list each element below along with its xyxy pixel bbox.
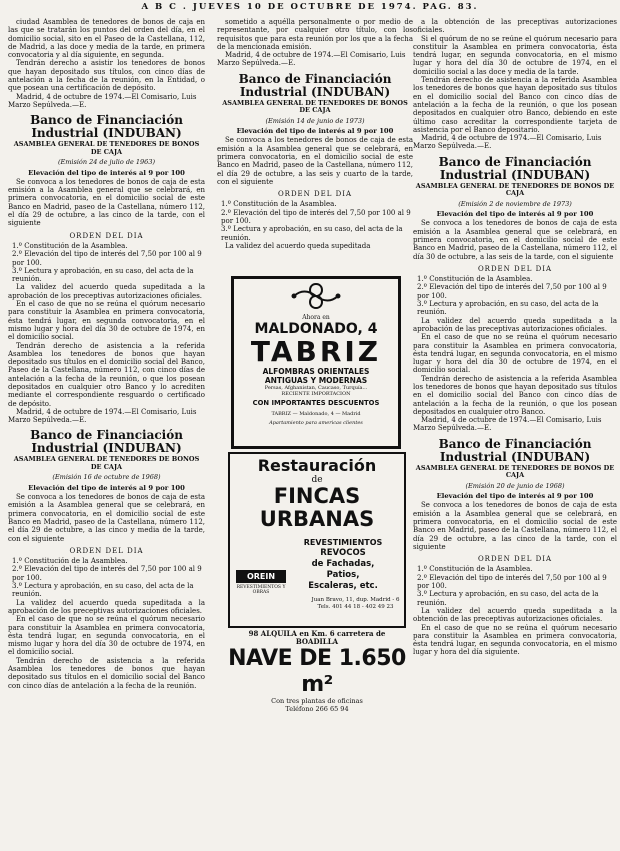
emission-date: (Emisión 24 de julio de 1963) <box>57 158 155 167</box>
ad-title: URBANAS <box>259 507 375 531</box>
notice-text: Tendrán derecho de asistencia a la referida Asamblea los tenedores de bonos que hayan depositado sus títulos en el domicilio social del Banco con cinco días de antelación a la fecha de la reunión. <box>8 656 205 690</box>
interest-heading: Elevación del tipo de interés al 9 por 100 <box>236 127 394 136</box>
ad-address-line: Juan Bravo, 11, dup. Madrid - 6 <box>311 597 400 603</box>
notice-text: ciudad Asamblea de tenedores de bonos de caja en las que se tratarán los puntos del orden del día, en el domicilio social, sito en el Paseo de la Castellana, 112, de Madrid, a las doce y media de la tarde, en primera convocatoria y al día siguiente, en segunda. <box>8 18 205 60</box>
agenda-heading: ORDEN DEL DIA <box>69 546 144 555</box>
signature: Madrid, 4 de octubre de 1974.—El Comisario, Luis Marzo Sepúlveda.—E. <box>413 416 602 433</box>
agenda-item: 1.º Constitución de la Asamblea. <box>12 557 128 566</box>
ad-phone: Teléfono 266 65 94 <box>285 704 349 713</box>
agenda-item: 3.º Lectura y aprobación, en su caso, del acta de la reunión. <box>221 225 403 242</box>
notice-text: En el caso de que no se reúna el quórum necesario para constituir la Asamblea en primera convocatoria, ésta tendrá lugar, en segunda convocatoria, en el mismo lugar y hora del día 30 de octubre de 1974, en el domicilio social. <box>413 333 617 375</box>
ad-text: Escaleras, etc. <box>308 581 378 591</box>
notice-text: sometido a aquélla personalmente o por medio de representante, por cualquier otro título, con los requisitos que para esta reunión por los que a la fecha de la mencionada emisión. <box>217 18 413 51</box>
ad-text: Patios, <box>326 570 360 580</box>
notice-text: Si el quórum de no se reúne el quórum necesario para constituir la Asamblea en primera convocatoria, ésta tendrá lugar, en segunda convocatoria, en el mismo lugar y hora del día 30 de octubre de 1974, en el domicilio social a las doce y media de la tarde. <box>413 34 617 76</box>
ad-text: Ahora en <box>302 314 330 321</box>
signature: Madrid, 4 de octubre de 1974.—El Comisario, Luis Marzo Sepúlveda.—E. <box>413 134 602 151</box>
notice-text: Tendrán derecho de asistencia a la referida Asamblea los tenedores de bonos que hayan depositado sus títulos en el domicilio social del Banco, Paseo de la Castellana, número 112, con cinco días de antelación a la fecha de la reunión, o que los posean depositados en cualquier otro Banco y lo acrediten mediante el correspondiente resguardo o certificado de depósito. <box>8 341 205 408</box>
ad-text: ANTIGUAS Y MODERNAS <box>264 376 368 385</box>
ad-text: Apartamiento para americas clientes <box>269 420 363 426</box>
notice-text: En el caso de que no se reúna el quórum necesario para constituir la Asamblea en primera convocatoria, ésta tendrá lugar, en segunda convocatoria, en el mismo lugar y hora del día 30 de octubre de 1974, en el domicilio social. <box>8 300 205 342</box>
interest-heading: Elevación del tipo de interés al 9 por 100 <box>28 483 185 492</box>
notice-text: La validez del acuerdo queda supeditada <box>225 241 371 250</box>
ad-text: de Fachadas, <box>311 559 375 569</box>
ad-title: FINCAS <box>273 484 361 508</box>
logo-text: OREIN <box>236 570 286 583</box>
notice-text: Se convoca a los tenedores de bonos de caja de esta emisión a la Asamblea general que se celebrará, en primera convocatoria, en el domicilio social de este Banco en Madrid, paseo de la Castellana, número 112, el día 29 de octubre, a las cinco de la tarde, con el siguiente <box>8 177 205 228</box>
notice-subtitle: ASAMBLEA GENERAL DE TENEDORES DE BONOS DE CAJA <box>13 140 200 156</box>
ad-phone: Tels. 401 44 18 - 402 49 23 <box>317 604 394 610</box>
notice-title: Banco de Financiación Industrial (INDUBAN) <box>238 71 392 99</box>
notice-text: La validez del acuerdo queda supeditada a la obtención de las preceptivas autorizaciones oficiales. <box>413 606 617 624</box>
notice-text: En el caso de que no se reúna el quórum necesario para constituir la Asamblea en primera convocatoria, ésta tendrá lugar, en segunda convocatoria, en el mismo lugar y hora del día siguiente. <box>413 623 617 657</box>
column-left <box>8 18 205 848</box>
ad-text: RECIENTE IMPORTACION <box>281 391 351 397</box>
orein-logo <box>236 570 286 595</box>
agenda-heading: ORDEN DEL DIA <box>277 190 353 199</box>
agenda-item: 3.º Lectura y aprobación, en su caso, del acta de la reunión. <box>417 300 599 317</box>
notice-subtitle: ASAMBLEA GENERAL DE TENEDORES DE BONOS DE CAJA <box>13 455 200 471</box>
notice-text: a la obtención de las preceptivas autorizaciones oficiales. <box>413 18 617 35</box>
agenda-item: 2.º Elevación del tipo de interés del 7,50 por 100 al 9 por 100. <box>417 573 607 591</box>
ad-address <box>308 597 403 611</box>
notice-text: Tendrán derecho de asistencia a la referida Asamblea los tenedores de bonos que hayan depositado sus títulos en el domicilio social del Banco con cinco días de antelación a la fecha de la reunión, o que los posean depositados en cualquier otro Banco. <box>413 374 617 416</box>
agenda-item: 3.º Lectura y aprobación, en su caso, del acta de la reunión. <box>12 266 194 284</box>
notice-text: Se convoca a los tenedores de bonos de caja de esta emisión a la Asamblea general que se celebrará, en primera convocatoria, en el domicilio social de este Banco en Madrid, paseo de la Castellana, número 112, el día 30 de octubre, a las seis de la tarde, con el siguiente <box>413 219 617 261</box>
signature: Madrid, 4 de octubre de 1974.—El Comisario, Luis Marzo Sepúlveda.—E. <box>8 407 197 425</box>
page-header: A B C . JUEVES 10 DE OCTUBRE DE 1974. PAG. 83. <box>141 2 479 12</box>
agenda-item: 2.º Elevación del tipo de interés del 7,50 por 100 al 9 por 100. <box>417 283 607 300</box>
agenda-item: 1.º Constitución de la Asamblea. <box>417 565 533 574</box>
ad-fincas <box>228 452 406 628</box>
emission-date: (Emisión 14 de junio de 1973) <box>265 116 365 125</box>
notice-subtitle: ASAMBLEA GENERAL DE TENEDORES DE BONOS DE CAJA <box>415 181 615 198</box>
emission-date: (Emisión 16 de octubre de 1968) <box>52 473 161 482</box>
notice-title: Banco de Financiación Industrial (INDUBAN) <box>438 154 592 182</box>
ad-address: MALDONADO, 4 <box>254 321 378 337</box>
notice-text: En el caso de que no se reúna el quórum necesario para constituir la Asamblea en primera convocatoria, ésta tendrá lugar, en segunda convocatoria, en el mismo lugar y hora del día 30 de octubre de 1974, en el domicilio social. <box>8 615 205 657</box>
agenda-item: 3.º Lectura y aprobación, en su caso, del acta de la reunión. <box>12 582 194 599</box>
ad-text: CON IMPORTANTES DESCUENTOS <box>252 399 380 407</box>
column-right <box>413 18 617 848</box>
signature: Madrid, 4 de octubre de 1974.—El Comisario, Luis Marzo Sepúlveda.—E. <box>217 51 406 68</box>
emission-date: (Emisión 2 de noviembre de 1973) <box>458 199 572 208</box>
ad-text: Persas, Afghanistan, Caucaso, Turquía... <box>264 385 368 391</box>
notice-subtitle: ASAMBLEA GENERAL DE TENEDORES DE BONOS DE CAJA <box>415 463 615 480</box>
notice-text: Tendrán derecho a asistir los tenedores de bonos que hayan depositado sus títulos, con cinco días de antelación a la fecha de la reunión, en la Entidad, o que posean una certificación de depósito. <box>8 59 205 93</box>
notice-subtitle: ASAMBLEA GENERAL DE TENEDORES DE BONOS DE CAJA <box>222 98 408 115</box>
logo-subtext: REVESTIMIENTOS Y OBRAS <box>236 585 286 595</box>
notice-text: Se convoca a los tenedores de bonos de caja de esta emisión a la Asamblea general que se celebrará, en primera convocatoria, en el domicilio social de este Banco en Madrid, paseo de la Castellana, número 112, el día 29 de octubre, a las seis y cuarto de la tarde, con el siguiente <box>217 136 413 186</box>
signature: Madrid, 4 de octubre de 1974.—El Comisario, Luis Marzo Sepúlveda.—E. <box>8 92 197 109</box>
agenda-heading: ORDEN DEL DIA <box>477 264 553 273</box>
agenda-heading: ORDEN DEL DIA <box>477 555 553 564</box>
interest-heading: Elevación del tipo de interés al 9 por 100 <box>436 210 594 219</box>
emission-date: (Emisión 20 de junio de 1968) <box>465 481 565 490</box>
interest-heading: Elevación del tipo de interés al 9 por 100 <box>436 492 594 501</box>
notice-title: Banco de Financiación Industrial (INDUBAN) <box>30 113 183 141</box>
agenda-item: 1.º Constitución de la Asamblea. <box>221 200 337 209</box>
ad-text: BOADILLA <box>295 637 339 646</box>
notice-text: La validez del acuerdo queda supeditada a la aprobación de los preceptivas autorizaciones oficiales. <box>8 283 205 300</box>
notice-text: Se convoca a los tenedores de bonos de caja de esta emisión a la Asamblea general que se celebrará, en primera convocatoria, en el domicilio social de este Banco en Madrid, paseo de la Castellana, número 112, el día 29 de octubre, a las cinco y media de la tarde, con el siguiente <box>8 493 205 543</box>
notice-title: Banco de Financiación Industrial (INDUBAN) <box>30 428 183 456</box>
ad-text: REVESTIMIENTOS <box>303 538 383 547</box>
ad-text: Con tres plantas de oficinas <box>271 697 363 705</box>
interest-heading: Elevación del tipo de interés al 9 por 100 <box>28 168 185 177</box>
agenda-item: 2.º Elevación del tipo de interés del 7,50 por 100 al 9 por 100. <box>12 565 202 582</box>
ad-text: REVOCOS <box>320 548 366 558</box>
agenda-item: 3.º Lectura y aprobación, en su caso, del acta de la reunión. <box>417 590 599 607</box>
notice-text: Se convoca a los tenedores de bonos de caja de esta emisión a la Asamblea general que se celebrará, en primera convocatoria, en el domicilio social de este Banco en Madrid, paseo de la Castellana, número 112, el día 29 de octubre, a las cinco de la tarde, con el siguiente <box>413 501 617 551</box>
agenda-item: 1.º Constitución de la Asamblea. <box>417 275 533 284</box>
notice-text: La validez del acuerdo queda supeditada a la aprobación de los preceptivas autorizaciones oficiales. <box>8 598 205 615</box>
ornament-icon <box>234 279 398 313</box>
ad-text: TABRIZ — Maldonado, 4 — Madrid <box>271 411 361 417</box>
notice-text: La validez del acuerdo queda supeditada a la aprobación de las preceptivas autorizaciones oficiales. <box>413 316 617 333</box>
ad-text: ALFOMBRAS ORIENTALES <box>262 367 370 376</box>
agenda-item: 2.º Elevación del tipo de interés del 7,50 por 100 al 9 por 100. <box>12 250 202 267</box>
ad-nave <box>228 630 406 713</box>
ad-brand: TABRIZ <box>250 335 382 368</box>
agenda-item: 1.º Constitución de la Asamblea. <box>12 241 128 250</box>
notice-text: Tendrán derecho de asistencia a la referida Asamblea los tenedores de bonos que hayan depositado sus títulos en el domicilio social del Banco con cinco días de antelación a la fecha de la reunión, o que los posean depositados en cualquier otro Banco, debiendo en este último caso acreditar la correspondiente tarjeta de asistencia por el Banco depositario. <box>413 76 617 134</box>
column-middle <box>217 18 413 274</box>
ad-title: NAVE DE 1.650 m² <box>228 646 406 697</box>
agenda-heading: ORDEN DEL DIA <box>69 231 144 240</box>
notice-title: Banco de Financiación Industrial (INDUBAN) <box>438 436 592 464</box>
ad-tabriz <box>231 276 401 449</box>
ad-title: Restauración <box>257 456 377 475</box>
ad-text: de <box>311 475 323 485</box>
ad-text: 98 ALQUILA en Km. 6 carretera de <box>248 629 386 638</box>
agenda-item: 2.º Elevación del tipo de interés del 7,50 por 100 al 9 por 100. <box>221 208 411 226</box>
